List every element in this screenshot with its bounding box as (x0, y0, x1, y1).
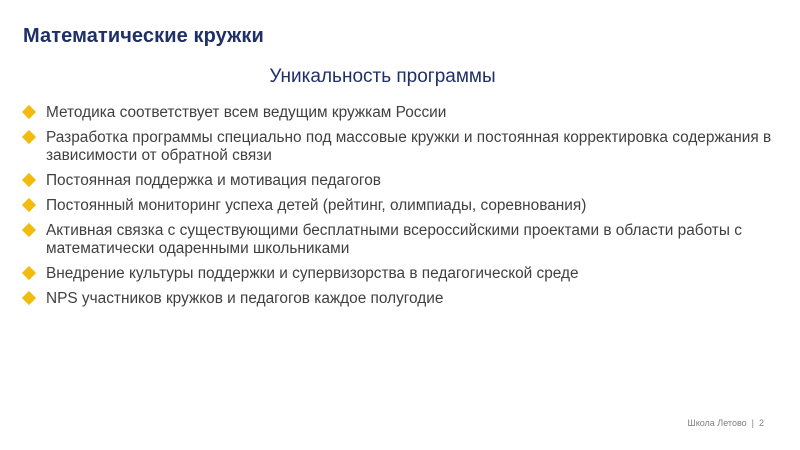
footer-org: Школа Летово (687, 418, 747, 428)
bullet-item (22, 290, 772, 308)
diamond-icon (22, 291, 36, 305)
bullet-item (22, 104, 772, 122)
slide-footer (687, 418, 764, 428)
bullet-text: Постоянный мониторинг успеха детей (рейтинг, олимпиады, соревнования) (46, 197, 587, 214)
bullet-item (22, 172, 772, 190)
bullet-text: NPS участников кружков и педагогов каждое полугодие (46, 290, 444, 307)
diamond-icon (22, 198, 36, 212)
bullet-text: Методика соответствует всем ведущим кружкам России (46, 104, 447, 121)
bullet-item (22, 197, 772, 215)
bullet-text: Активная связка с существующими бесплатными всероссийскими проектами в области работы с математически одаренными школьниками (46, 222, 742, 257)
bullet-list (22, 104, 772, 315)
page-number: 2 (758, 418, 764, 428)
diamond-icon (22, 130, 36, 144)
bullet-item (22, 222, 772, 258)
bullet-text: Внедрение культуры поддержки и супервизорства в педагогической среде (46, 265, 579, 282)
diamond-icon (22, 223, 36, 237)
bullet-text: Разработка программы специально под массовые кружки и постоянная корректировка содержания в зависимости от обратной связи (46, 129, 772, 164)
slide-subtitle: Уникальность программы (269, 66, 496, 87)
footer-separator: | (751, 418, 754, 428)
bullet-item (22, 265, 772, 283)
diamond-icon (22, 173, 36, 187)
bullet-item (22, 129, 772, 165)
bullet-text: Постоянная поддержка и мотивация педагогов (46, 172, 381, 189)
diamond-icon (22, 105, 36, 119)
diamond-icon (22, 266, 36, 280)
slide-title: Математические кружки (23, 25, 264, 47)
